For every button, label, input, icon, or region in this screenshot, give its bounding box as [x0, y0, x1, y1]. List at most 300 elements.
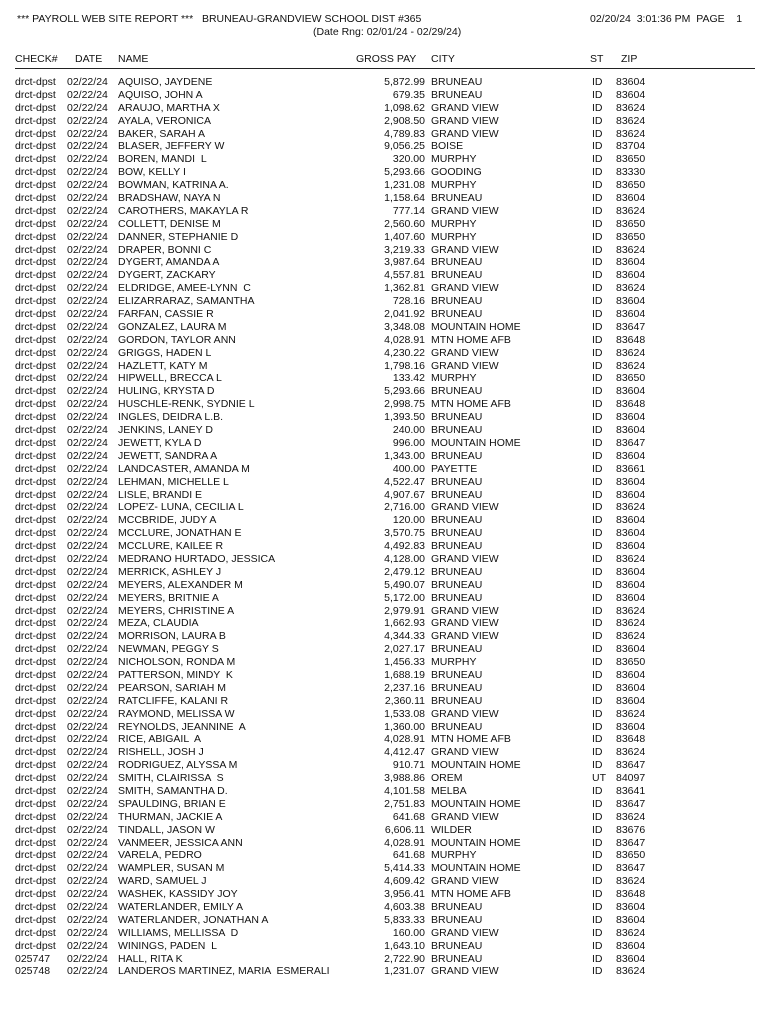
state: ID	[592, 591, 603, 604]
gross-pay: 1,662.93	[384, 617, 425, 630]
table-row	[0, 579, 770, 592]
table-row	[0, 140, 770, 153]
zip-code: 83604	[616, 295, 646, 308]
gross-pay: 4,028.91	[384, 836, 425, 849]
employee-name: SMITH, CLAIRISSA S	[118, 772, 224, 785]
state: ID	[592, 114, 603, 127]
table-row	[0, 617, 770, 630]
zip-code: 83650	[616, 179, 646, 192]
city: BRUNEAU	[431, 76, 483, 88]
employee-name: THURMAN, JACKIE A	[118, 810, 223, 823]
city: GRAND VIEW	[431, 114, 499, 127]
table-row	[0, 695, 770, 708]
city: MURPHY	[431, 217, 477, 230]
table-row	[0, 411, 770, 424]
gross-pay: 1,643.10	[384, 939, 425, 952]
table-row	[0, 669, 770, 682]
zip-code: 83650	[616, 849, 646, 862]
check-number: drct-dpst	[15, 166, 56, 179]
gross-pay: 4,557.81	[384, 269, 425, 282]
employee-name: JEWETT, KYLA D	[118, 436, 202, 449]
city: MURPHY	[431, 179, 477, 192]
pay-date: 02/22/24	[67, 875, 108, 888]
state: ID	[592, 630, 603, 643]
check-number: drct-dpst	[15, 127, 56, 140]
employee-name: COLLETT, DENISE M	[118, 217, 221, 230]
employee-name: WATERLANDER, JONATHAN A	[118, 913, 269, 926]
table-row	[0, 256, 770, 269]
pay-date: 02/22/24	[67, 540, 108, 553]
check-number: drct-dpst	[15, 784, 56, 797]
gross-pay: 4,907.67	[384, 488, 425, 501]
gross-pay: 1,158.64	[384, 192, 425, 205]
state: ID	[592, 192, 603, 205]
table-row	[0, 772, 770, 785]
check-number: drct-dpst	[15, 114, 56, 127]
employee-name: NEWMAN, PEGGY S	[118, 643, 219, 656]
check-number: drct-dpst	[15, 681, 56, 694]
city: MURPHY	[431, 849, 477, 862]
zip-code: 83624	[616, 243, 646, 256]
zip-code: 83624	[616, 746, 646, 759]
state: ID	[592, 488, 603, 501]
employee-name: WARD, SAMUEL J	[118, 875, 207, 888]
state: ID	[592, 204, 603, 217]
check-number: drct-dpst	[15, 179, 56, 192]
city: GRAND VIEW	[431, 243, 499, 256]
city: GRAND VIEW	[431, 282, 499, 295]
pay-date: 02/22/24	[67, 385, 108, 398]
check-number: drct-dpst	[15, 308, 56, 321]
pay-date: 02/22/24	[67, 372, 108, 385]
zip-code: 83650	[616, 230, 646, 243]
gross-pay: 5,172.00	[384, 591, 425, 604]
employee-name: NICHOLSON, RONDA M	[118, 656, 236, 669]
check-number: drct-dpst	[15, 436, 56, 449]
table-row	[0, 102, 770, 115]
check-number: drct-dpst	[15, 720, 56, 733]
check-number: drct-dpst	[15, 411, 56, 424]
employee-name: WAMPLER, SUSAN M	[118, 862, 225, 875]
table-row	[0, 901, 770, 914]
city: GRAND VIEW	[431, 604, 499, 617]
pay-date: 02/22/24	[67, 140, 108, 153]
table-row	[0, 721, 770, 734]
state: ID	[592, 527, 603, 540]
city: BRUNEAU	[431, 540, 483, 553]
check-number: drct-dpst	[15, 424, 56, 437]
check-number: drct-dpst	[15, 269, 56, 282]
table-row	[0, 759, 770, 772]
check-number: drct-dpst	[15, 333, 56, 346]
state: ID	[592, 823, 603, 836]
state: ID	[592, 308, 603, 321]
pay-date: 02/22/24	[67, 939, 108, 952]
employee-name: GORDON, TAYLOR ANN	[118, 333, 236, 346]
pay-date: 02/22/24	[67, 694, 108, 707]
state: ID	[592, 153, 603, 166]
check-number: drct-dpst	[15, 475, 56, 488]
zip-code: 83624	[616, 101, 646, 114]
state: ID	[592, 359, 603, 372]
state: ID	[592, 411, 603, 424]
zip-code: 83604	[616, 720, 646, 733]
table-row	[0, 179, 770, 192]
pay-date: 02/22/24	[67, 888, 108, 901]
gross-pay: 2,751.83	[384, 797, 425, 810]
city: MURPHY	[431, 372, 477, 385]
table-row	[0, 437, 770, 450]
check-number: drct-dpst	[15, 488, 56, 501]
pay-date: 02/22/24	[67, 514, 108, 527]
pay-date: 02/22/24	[67, 591, 108, 604]
table-row	[0, 837, 770, 850]
state: ID	[592, 759, 603, 772]
pay-date: 02/22/24	[67, 565, 108, 578]
zip-code: 83604	[616, 578, 646, 591]
state: ID	[592, 424, 603, 437]
city: GRAND VIEW	[431, 810, 499, 823]
employee-name: RAYMOND, MELISSA W	[118, 707, 235, 720]
city: BRUNEAU	[431, 385, 483, 398]
gross-pay: 4,128.00	[384, 552, 425, 565]
check-number: 025747	[15, 952, 51, 965]
pay-date: 02/22/24	[67, 746, 108, 759]
pay-date: 02/22/24	[67, 643, 108, 656]
city: GRAND VIEW	[431, 359, 499, 372]
gross-pay: 1,798.16	[384, 359, 425, 372]
employee-name: WASHEK, KASSIDY JOY	[118, 888, 238, 901]
employee-name: JEWETT, SANDRA A	[118, 449, 218, 462]
table-row	[0, 321, 770, 334]
table-row	[0, 553, 770, 566]
city: WILDER	[431, 823, 472, 836]
city: BRUNEAU	[431, 514, 483, 527]
zip-code: 83604	[616, 269, 646, 282]
table-row	[0, 385, 770, 398]
check-number: drct-dpst	[15, 565, 56, 578]
pay-date: 02/22/24	[67, 668, 108, 681]
zip-code: 83604	[616, 540, 646, 553]
pay-date: 02/22/24	[67, 527, 108, 540]
employee-name: PATTERSON, MINDY K	[118, 668, 233, 681]
check-number: drct-dpst	[15, 707, 56, 720]
check-number: drct-dpst	[15, 630, 56, 643]
table-row	[0, 128, 770, 141]
pay-date: 02/22/24	[67, 101, 108, 114]
payroll-table-body	[0, 76, 770, 978]
zip-code: 83624	[616, 204, 646, 217]
employee-name: LANDCASTER, AMANDA M	[118, 462, 250, 475]
gross-pay: 4,603.38	[384, 901, 425, 913]
city: BRUNEAU	[431, 720, 483, 733]
employee-name: BLASER, JEFFERY W	[118, 140, 225, 153]
table-row	[0, 514, 770, 527]
employee-name: HUSCHLE-RENK, SYDNIE L	[118, 398, 255, 411]
check-number: drct-dpst	[15, 875, 56, 888]
gross-pay: 1,231.08	[384, 179, 425, 192]
employee-name: SPAULDING, BRIAN E	[118, 797, 226, 810]
state: ID	[592, 256, 603, 269]
zip-code: 83647	[616, 320, 646, 333]
gross-pay: 2,479.12	[384, 565, 425, 578]
employee-name: AQUISO, JAYDENE	[118, 76, 213, 88]
gross-pay: 1,098.62	[384, 101, 425, 114]
state: ID	[592, 462, 603, 475]
gross-pay: 2,908.50	[384, 114, 425, 127]
gross-pay: 641.68	[392, 810, 425, 823]
pay-date: 02/22/24	[67, 656, 108, 669]
city: BRUNEAU	[431, 901, 483, 913]
check-number: drct-dpst	[15, 694, 56, 707]
zip-code: 83604	[616, 475, 646, 488]
gross-pay: 4,522.47	[384, 475, 425, 488]
city: MURPHY	[431, 656, 477, 669]
gross-pay: 6,606.11	[384, 823, 425, 836]
table-row	[0, 566, 770, 579]
zip-code: 83647	[616, 436, 646, 449]
city: MOUNTAIN HOME	[431, 797, 521, 810]
state: ID	[592, 217, 603, 230]
zip-code: 83624	[616, 359, 646, 372]
state: ID	[592, 810, 603, 823]
city: BRUNEAU	[431, 256, 483, 269]
pay-date: 02/22/24	[67, 733, 108, 746]
employee-name: MCCLURE, JONATHAN E	[118, 527, 242, 540]
table-row	[0, 875, 770, 888]
table-row	[0, 965, 770, 978]
zip-code: 83604	[616, 424, 646, 437]
zip-code: 83650	[616, 217, 646, 230]
city: BRUNEAU	[431, 578, 483, 591]
pay-date: 02/22/24	[67, 436, 108, 449]
employee-name: GONZALEZ, LAURA M	[118, 320, 227, 333]
city: GRAND VIEW	[431, 101, 499, 114]
gross-pay: 4,028.91	[384, 333, 425, 346]
table-row	[0, 347, 770, 360]
report-date-range: (Date Rng: 02/01/24 - 02/29/24)	[313, 26, 462, 38]
city: MTN HOME AFB	[431, 333, 511, 346]
city: PAYETTE	[431, 462, 478, 475]
zip-code: 83604	[616, 256, 646, 269]
column-header-state: ST	[590, 53, 604, 65]
pay-date: 02/22/24	[67, 256, 108, 269]
city: BRUNEAU	[431, 295, 483, 308]
employee-name: MEYERS, CHRISTINE A	[118, 604, 235, 617]
state: ID	[592, 552, 603, 565]
pay-date: 02/22/24	[67, 153, 108, 166]
zip-code: 83624	[616, 552, 646, 565]
zip-code: 83648	[616, 888, 646, 901]
gross-pay: 3,219.33	[384, 243, 425, 256]
pay-date: 02/22/24	[67, 346, 108, 359]
check-number: drct-dpst	[15, 888, 56, 901]
state: ID	[592, 140, 603, 153]
city: GRAND VIEW	[431, 552, 499, 565]
city: BRUNEAU	[431, 424, 483, 437]
pay-date: 02/22/24	[67, 604, 108, 617]
employee-name: HALL, RITA K	[118, 952, 183, 965]
city: GRAND VIEW	[431, 746, 499, 759]
state: ID	[592, 166, 603, 179]
state: ID	[592, 565, 603, 578]
pay-date: 02/22/24	[67, 681, 108, 694]
gross-pay: 4,789.83	[384, 127, 425, 140]
check-number: drct-dpst	[15, 462, 56, 475]
zip-code: 83624	[616, 604, 646, 617]
state: ID	[592, 888, 603, 901]
gross-pay: 4,101.58	[384, 784, 425, 797]
state: ID	[592, 101, 603, 114]
pay-date: 02/22/24	[67, 952, 108, 965]
zip-code: 83624	[616, 501, 646, 514]
city: MELBA	[431, 784, 467, 797]
city: GRAND VIEW	[431, 926, 499, 939]
gross-pay: 3,988.86	[384, 772, 425, 785]
zip-code: 83604	[616, 488, 646, 501]
zip-code: 83604	[616, 643, 646, 656]
city: GRAND VIEW	[431, 965, 499, 978]
check-number: drct-dpst	[15, 76, 56, 88]
city: BRUNEAU	[431, 668, 483, 681]
city: BRUNEAU	[431, 527, 483, 540]
city: BRUNEAU	[431, 192, 483, 205]
zip-code: 83624	[616, 810, 646, 823]
pay-date: 02/22/24	[67, 823, 108, 836]
column-header-city: CITY	[431, 53, 455, 65]
city: MTN HOME AFB	[431, 888, 511, 901]
gross-pay: 4,230.22	[384, 346, 425, 359]
gross-pay: 320.00	[392, 153, 425, 166]
pay-date: 02/22/24	[67, 913, 108, 926]
city: GRAND VIEW	[431, 204, 499, 217]
zip-code: 83604	[616, 952, 646, 965]
city: BRUNEAU	[431, 694, 483, 707]
pay-date: 02/22/24	[67, 320, 108, 333]
state: ID	[592, 385, 603, 398]
city: BRUNEAU	[431, 952, 483, 965]
employee-name: BOREN, MANDI L	[118, 153, 207, 166]
table-row	[0, 166, 770, 179]
state: ID	[592, 436, 603, 449]
state: ID	[592, 875, 603, 888]
state: ID	[592, 965, 603, 978]
state: ID	[592, 333, 603, 346]
gross-pay: 2,722.90	[384, 952, 425, 965]
pay-date: 02/22/24	[67, 359, 108, 372]
pay-date: 02/22/24	[67, 217, 108, 230]
zip-code: 83604	[616, 591, 646, 604]
gross-pay: 910.71	[392, 759, 425, 772]
state: ID	[592, 501, 603, 514]
table-row	[0, 489, 770, 502]
city: BRUNEAU	[431, 449, 483, 462]
check-number: drct-dpst	[15, 591, 56, 604]
employee-name: BAKER, SARAH A	[118, 127, 205, 140]
check-number: drct-dpst	[15, 836, 56, 849]
table-row	[0, 360, 770, 373]
check-number: drct-dpst	[15, 230, 56, 243]
pay-date: 02/22/24	[67, 849, 108, 862]
column-header-zip: ZIP	[621, 53, 638, 65]
gross-pay: 1,231.07	[384, 965, 425, 978]
pay-date: 02/22/24	[67, 836, 108, 849]
gross-pay: 1,343.00	[384, 449, 425, 462]
state: ID	[592, 320, 603, 333]
employee-name: HULING, KRYSTA D	[118, 385, 215, 398]
check-number: drct-dpst	[15, 192, 56, 205]
employee-name: ELIZARRARAZ, SAMANTHA	[118, 295, 255, 308]
table-row	[0, 785, 770, 798]
column-header-gross-pay: GROSS PAY	[356, 53, 417, 65]
report-title: *** PAYROLL WEB SITE REPORT *** BRUNEAU-GRANDVIEW SCHOOL DIST #365	[17, 13, 422, 25]
state: ID	[592, 901, 603, 913]
check-number: drct-dpst	[15, 88, 56, 101]
pay-date: 02/22/24	[67, 192, 108, 205]
table-row	[0, 398, 770, 411]
city: MTN HOME AFB	[431, 733, 511, 746]
check-number: drct-dpst	[15, 385, 56, 398]
table-row	[0, 450, 770, 463]
pay-date: 02/22/24	[67, 720, 108, 733]
state: ID	[592, 179, 603, 192]
employee-name: REYNOLDS, JEANNINE A	[118, 720, 246, 733]
zip-code: 83604	[616, 385, 646, 398]
table-row	[0, 334, 770, 347]
table-row	[0, 592, 770, 605]
zip-code: 83650	[616, 153, 646, 166]
pay-date: 02/22/24	[67, 501, 108, 514]
table-row	[0, 231, 770, 244]
zip-code: 83624	[616, 965, 646, 978]
check-number: drct-dpst	[15, 527, 56, 540]
header-divider	[15, 68, 755, 69]
state: UT	[592, 772, 606, 785]
employee-name: DYGERT, ZACKARY	[118, 269, 216, 282]
table-row	[0, 927, 770, 940]
state: ID	[592, 656, 603, 669]
check-number: 025748	[15, 965, 51, 978]
pay-date: 02/22/24	[67, 488, 108, 501]
zip-code: 83604	[616, 668, 646, 681]
check-number: drct-dpst	[15, 153, 56, 166]
table-row	[0, 308, 770, 321]
state: ID	[592, 76, 603, 88]
zip-code: 83624	[616, 127, 646, 140]
gross-pay: 1,688.19	[384, 668, 425, 681]
gross-pay: 1,393.50	[384, 411, 425, 424]
zip-code: 83624	[616, 875, 646, 888]
city: MURPHY	[431, 153, 477, 166]
pay-date: 02/22/24	[67, 617, 108, 630]
employee-name: ELDRIDGE, AMEE-LYNN C	[118, 282, 251, 295]
employee-name: RATCLIFFE, KALANI R	[118, 694, 229, 707]
check-number: drct-dpst	[15, 359, 56, 372]
zip-code: 83648	[616, 333, 646, 346]
employee-name: BOW, KELLY I	[118, 166, 186, 179]
check-number: drct-dpst	[15, 939, 56, 952]
gross-pay: 3,987.64	[384, 256, 425, 269]
state: ID	[592, 269, 603, 282]
table-row	[0, 89, 770, 102]
gross-pay: 2,041.92	[384, 308, 425, 321]
gross-pay: 5,293.66	[384, 166, 425, 179]
city: BRUNEAU	[431, 475, 483, 488]
employee-name: ARAUJO, MARTHA X	[118, 101, 220, 114]
zip-code: 83647	[616, 862, 646, 875]
employee-name: WININGS, PADEN L	[118, 939, 217, 952]
pay-date: 02/22/24	[67, 424, 108, 437]
